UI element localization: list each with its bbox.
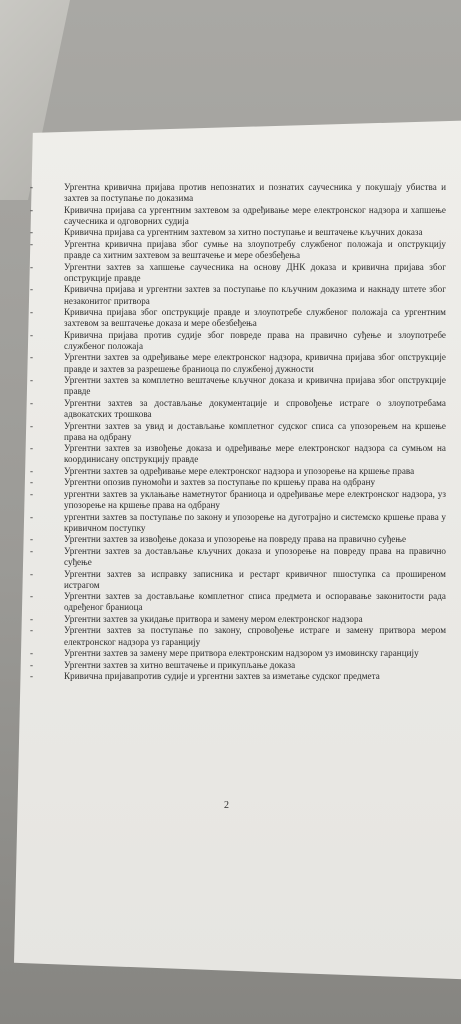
list-item-text: Ургентни захтев за извођење доказа и упозорење на повреду права на правично суђење [64, 534, 407, 545]
bullet-dash: - [30, 227, 34, 238]
bullet-dash: - [30, 659, 34, 670]
list-item [30, 227, 446, 238]
list-item-text: ургентни захтев за уклањање наметнутог браниоца и одређивање мере електронског надзора, уз упозорење на кршење права на одбрану [64, 488, 446, 511]
list-item [30, 398, 446, 420]
bullet-dash: - [30, 625, 34, 636]
list-item [30, 512, 446, 534]
list-item-text: Ургентни захтев за поступање по закону, спровођење истраге и замену притвора мером електронског надзора уз гаранцију [64, 625, 446, 647]
page-number: 2 [224, 800, 229, 811]
bullet-dash: - [30, 284, 34, 295]
bullet-dash: - [30, 182, 34, 192]
bullet-dash: - [30, 420, 34, 431]
list-item [30, 534, 446, 545]
bullet-dash: - [30, 443, 34, 454]
list-item [30, 477, 446, 488]
list-item-text: Кривична пријава због опструкције правде и злоупотребе службеног положаја са ургентним захтевом за вештачење доказа и мере обезбеђења [64, 307, 446, 329]
bullet-dash: - [30, 534, 34, 545]
bullet-dash: - [30, 261, 34, 272]
list-item-text: Ургентни захтев за одређивање мере електронског надзора, кривична пријава због опструкције правде и захтев за разрешење браниоца по службеној дужности [64, 352, 446, 374]
bullet-dash: - [30, 488, 34, 499]
list-item [30, 182, 446, 204]
list-item-text: Ургентни захтев за замену мере притвора електронским надзором уз имовинску гаранцију [64, 648, 419, 659]
list-item [30, 205, 446, 227]
bullet-dash: - [30, 329, 34, 340]
list-item-text: Кривична пријава са ургентним захтевом за хитно поступање и вештачење кључних доказа [64, 227, 423, 238]
list-item [30, 660, 446, 671]
list-item [30, 625, 446, 647]
list-item [30, 569, 446, 591]
list-item-text: Ургентни захтев за достављање документације и спровођење истраге о злоупотребама адвокатских трошкова [64, 397, 446, 420]
list-item-text: Кривична пријавапротив судије и ургентни захтев за изметање судског предмета [64, 671, 380, 682]
list-item-text: Ургентни захтев за комплетно вештачење кључног доказа и кривична пријава због опструкције правде [64, 375, 446, 397]
list-item-text: Кривична пријава са ургентним захтевом за одређивање мере електронског надзора и хапшење саучесника и одговорних судија [64, 204, 446, 226]
list-item [30, 421, 446, 443]
bullet-dash: - [30, 465, 34, 476]
list-item-text: ургентни захтев за поступање по закону и упозорење на дуготрајно и системско кршење права у кривичном поступку [64, 511, 446, 533]
list-item [30, 614, 446, 625]
list-item [30, 330, 446, 352]
list-item-text: Ургентна кривична пријава због сумње на злоупотребу службеног положаја и опструкцију правде са хитним захтевом за вештачење и мере обезбеђења [64, 238, 446, 261]
list-item [30, 591, 446, 613]
list-item [30, 284, 446, 306]
list-item-text: Ургентни захтев за достављање комплетног списа предмета и оспоравање законитости рада одређеног браниоца [64, 591, 446, 613]
list-item [30, 239, 446, 261]
list-item-text: Ургентни захтев за хапшење саучесника на основу ДНК доказа и кривична пријава због опструкције правде [64, 261, 446, 283]
bullet-dash: - [30, 511, 34, 522]
bullet-dash: - [30, 648, 34, 659]
list-item [30, 307, 446, 329]
list-item-text: Кривична пријава и ургентни захтев за поступање по кључним доказима и накнаду штете због незаконитог притвора [64, 284, 446, 306]
list-item-text: Кривична пријава против судије због повреде права на правично суђење и злоупотребе службеног положаја [64, 329, 446, 351]
list-item-text: Ургентни захтев за извођење доказа и одређивање мере електронског надзора са сумњом на координисану опструкцију правде [64, 443, 446, 465]
list-item-text: Ургентни захтев за достављање кључних доказа и упозорење на повреду права на правично суђење [64, 545, 446, 568]
bullet-dash: - [30, 238, 34, 249]
list-item [30, 466, 446, 477]
bullet-dash: - [30, 591, 34, 602]
list-item [30, 262, 446, 284]
list-item [30, 648, 446, 659]
bullet-dash: - [30, 397, 34, 408]
list-item-text: Ургентни опозив пуномоћи и захтев за поступање по кршењу права на одбрану [64, 477, 376, 488]
list-item-text: Ургентни захтев за одређивање мере електронског надзора и упозорење на кршење права [64, 465, 415, 476]
bullet-dash: - [30, 545, 34, 556]
list-item-text: Ургентни захтев за исправку записника и рестарт кривичног пшоступка са проширеном истрагом [64, 568, 446, 590]
bullet-dash: - [30, 375, 34, 386]
list-item [30, 489, 446, 511]
bullet-dash: - [30, 568, 34, 579]
bullet-dash: - [30, 477, 34, 488]
list-item [30, 671, 446, 682]
list-item [30, 352, 446, 374]
list-item-text: Ургентни захтев за увид и достављање комплетног судског списа са упозорењем на кршење права на одбрану [64, 420, 446, 442]
list-item [30, 546, 446, 568]
bullet-dash: - [30, 307, 34, 318]
bullet-dash: - [30, 204, 34, 215]
list-item [30, 375, 446, 397]
list-item-text: Ургентни захтев за хитно вештачење и прикупљање доказа [64, 659, 296, 670]
bullet-dash: - [30, 613, 34, 624]
list-item-text: Ургентни захтев за укидање притвора и замену мером електронског надзора [64, 613, 363, 624]
list-item-text: Ургентна кривична пријава против непознатих и познатих саучесника у покушају убиства и захтев за поступање по доказима [64, 182, 446, 204]
bullet-dash: - [30, 352, 34, 363]
list-item [30, 443, 446, 465]
bullet-dash: - [30, 671, 34, 682]
document-list [30, 182, 446, 683]
